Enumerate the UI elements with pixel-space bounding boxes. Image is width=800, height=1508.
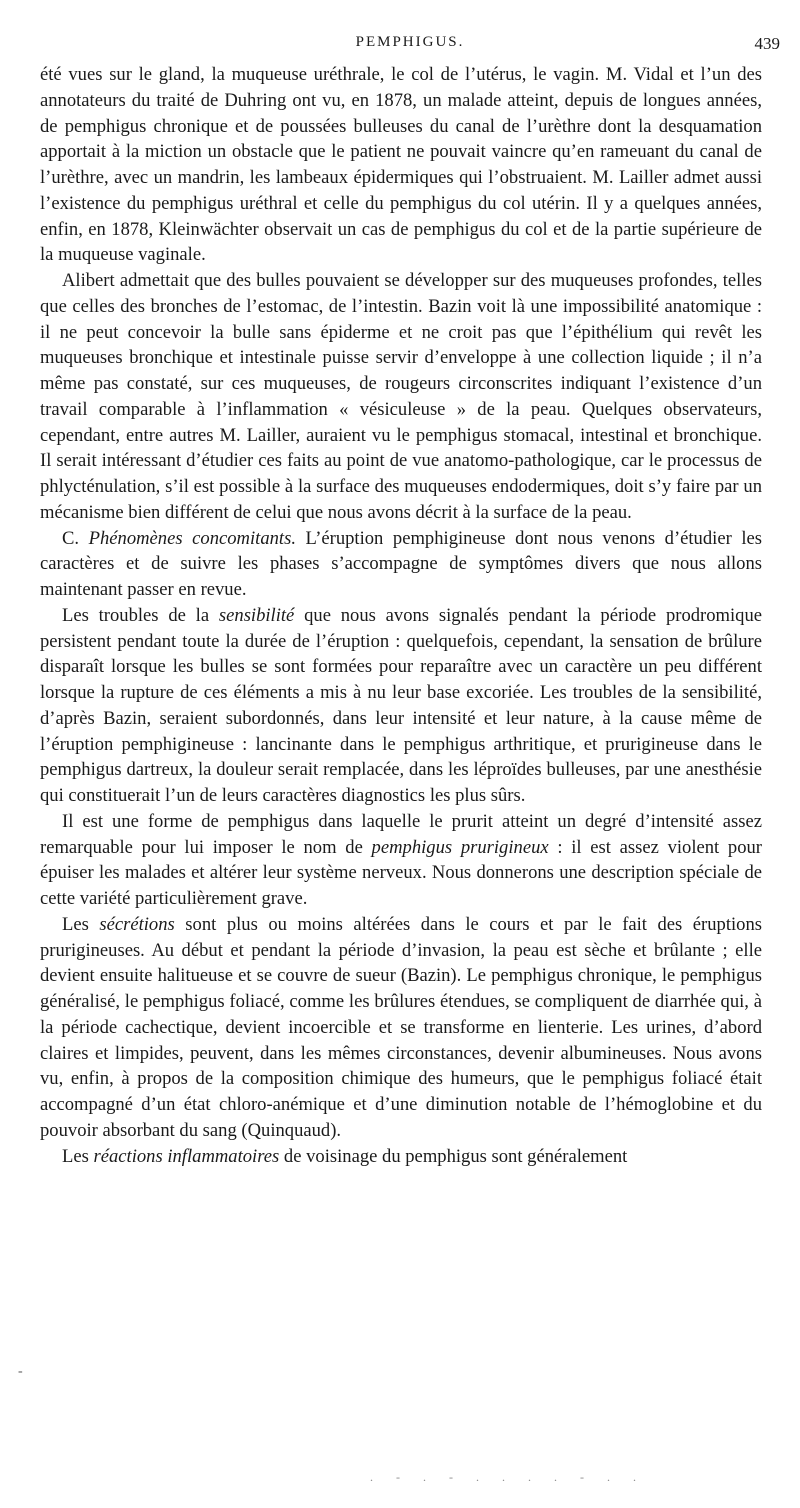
text-run: sont plus ou moins altérées dans le cours et par le fait des éruptions prurigineuses. Au début et pendant la période d’invasion, la peau est sèche et brûlante ; elle devient ensuite halitueuse et se couvre de sueur (Bazin). Le pemphigus chronique, le pemphigus généralisé, le pemphigus foliacé, comme les brûlures étendues, se compliquent de diarrhée qui, à la période cachectique, devient incoercible et se transforme en lienterie. Les urines, d’abord claires et limpides, peuvent, dans les mêmes circonstances, devenir albumineuses. Nous avons vu, enfin, à propos de la composition chimique des humeurs, que le pemphigus foliacé était accompagné d’un état chloro-anémique et d’une diminution notable de l’hémoglobine et du pouvoir absorbant du sang (Quinquaud). (40, 913, 762, 1141)
body-text (40, 62, 762, 1169)
page-header (40, 34, 780, 58)
stray-mark: - (18, 1364, 23, 1379)
italic-text: pemphigus prurigineux (371, 836, 549, 858)
text-run: L’éruption pemphigineuse dont nous venons d’étudier les caractères et de suivre les phases s’accompagne de symptômes divers que nous allons maintenant passer en revue. (40, 527, 762, 600)
page-number: 439 (754, 34, 780, 53)
footer-dots: . - . - . . . . - . . (370, 1470, 646, 1484)
italic-text: sensibilité (218, 604, 295, 626)
paragraph (40, 809, 762, 912)
text-run: Les troubles de la (62, 604, 219, 626)
paragraph (40, 62, 762, 268)
paragraph (40, 912, 762, 1144)
paragraph (40, 603, 762, 809)
italic-text: réactions inflammatoires (93, 1145, 280, 1167)
text-run: Alibert admettait que des bulles pouvaient se développer sur des muqueuses profondes, telles que celles des bronches de l’estomac, de l’intestin. Bazin voit là une impossibilité anatomique : il ne peut concevoir la bulle sans épiderme et ne croit pas que l’épithélium qui revêt les muqueuses bronchique et intestinale puisse servir d’enveloppe à une collection liquide ; il n’a même pas constaté, sur ces muqueuses, de rougeurs circonscrites indiquant l’existence d’un travail comparable à l’inflammation « vésiculeuse » de la peau. Quelques observateurs, cependant, entre autres M. Lailler, auraient vu le pemphigus stomacal, intestinal et bronchique. Il serait intéressant d’étudier ces faits au point de vue anatomo-pathologique, car le processus de phlycténulation, s’il est possible à la surface des muqueuses endodermiques, doit s’y faire par un mécanisme bien différent de celui que nous avons décrit à la surface de la peau. (40, 270, 762, 523)
text-run: Il est une forme de pemphigus dans laquelle le prurit atteint un degré d’intensité assez remarquable pour lui imposer le nom de (40, 810, 762, 858)
italic-text: sécrétions (99, 913, 175, 935)
text-run: Les (62, 1145, 94, 1167)
running-title: PEMPHIGUS. (355, 34, 465, 50)
paragraph (40, 268, 762, 526)
paragraph (40, 1144, 762, 1170)
text-run: C. (62, 527, 89, 549)
text-run: de voisinage du pemphigus sont généralement (279, 1145, 628, 1167)
text-run: : il est assez violent pour épuiser les malades et altérer leur système nerveux. Nous donnerons une description spéciale de cette variété particulièrement grave. (40, 836, 763, 909)
italic-text: Phénomènes concomitants. (88, 527, 296, 549)
paragraph (40, 526, 762, 603)
text-run: Les (62, 913, 100, 935)
text-run: été vues sur le gland, la muqueuse uréthrale, le col de l’utérus, le vagin. M. Vidal et l’un des annotateurs du traité de Duhring ont vu, en 1878, un malade atteint, depuis de longues années, de pemphigus chronique et de poussées bulleuses du canal de l’urèthre dont la desquamation apportait à la miction un obstacle que le patient ne pouvait vaincre qu’en rameuant du canal de l’urèthre, avec un mandrin, les lambeaux épidermiques qui l’obstruaient. M. Lailler admet aussi l’existence du pemphigus uréthral et celle du pemphigus du col utérin. Il y a quelques années, enfin, en 1878, Kleinwächter observait un cas de pemphigus du col et de la partie supérieure de la muqueuse vaginale. (40, 64, 762, 266)
text-run: que nous avons signalés pendant la période prodromique persistent pendant toute la durée de l’éruption : quelquefois, cependant, la sensation de brûlure disparaît lorsque les bulles se sont formées pour reparaître avec un caractère un peu différent lorsque la rupture de ces éléments a mis à nu leur base excoriée. Les troubles de la sensibilité, d’après Bazin, seraient subordonnés, dans leur intensité et leur nature, à la cause même de l’éruption pemphigineuse : lancinante dans le pemphigus arthritique, et prurigineuse dans le pemphigus dartreux, la douleur serait remplacée, dans les léproïdes bulleuses, par une anesthésie qui constituerait l’un de leurs caractères diagnostics les plus sûrs. (40, 604, 763, 806)
